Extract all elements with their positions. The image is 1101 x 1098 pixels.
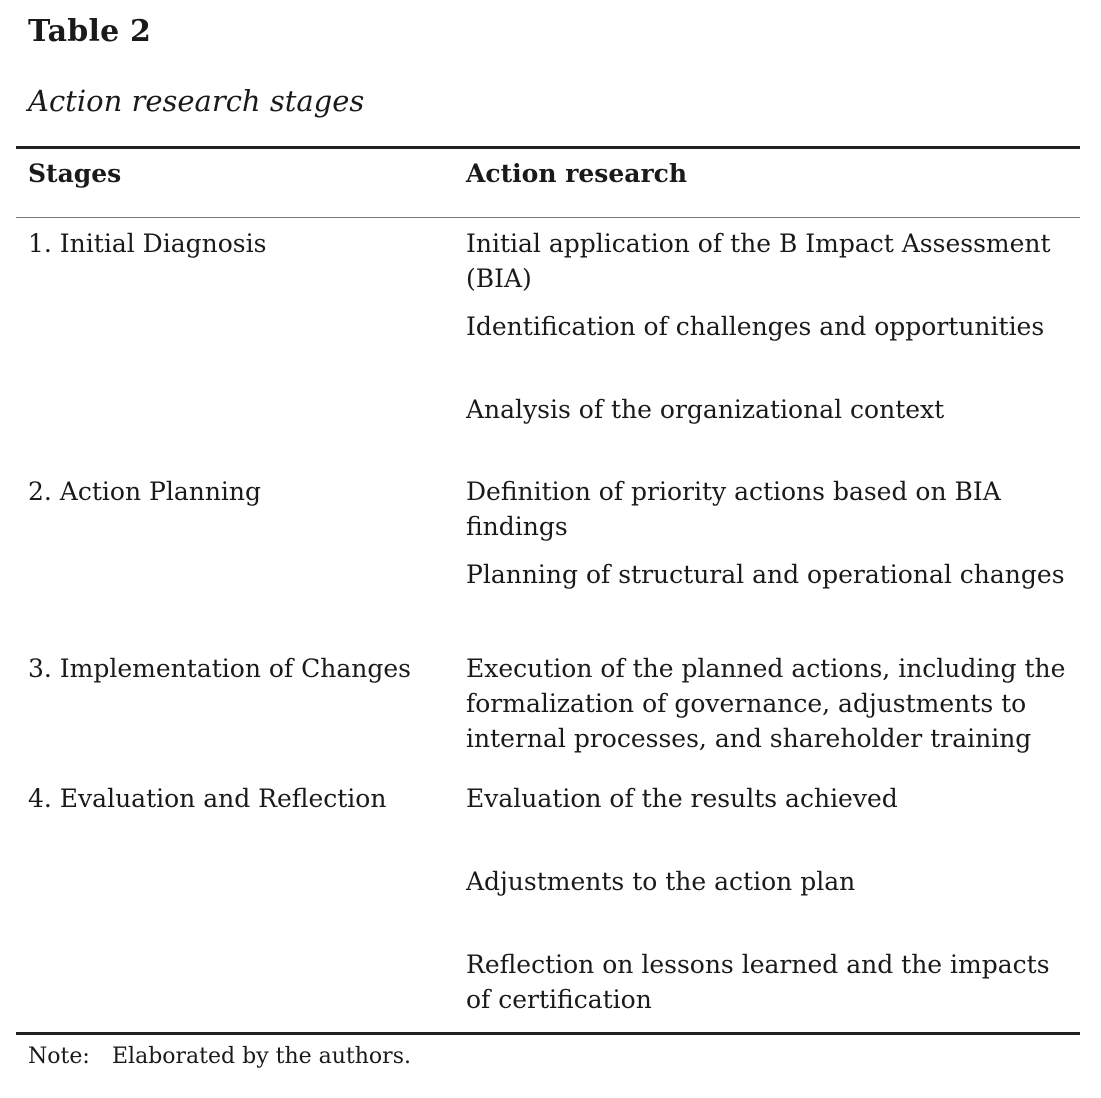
action-cell: Analysis of the organizational context [466,395,945,424]
bottom-rule [16,1032,1080,1035]
stage-cell-initial-diagnosis: 1. Initial Diagnosis [28,229,267,258]
stage-cell-evaluation: 4. Evaluation and Reflection [28,784,387,813]
action-cell: Reflection on lessons learned and the impacts of certification [466,950,1050,1014]
stage-cell-action-planning: 2. Action Planning [28,477,262,506]
header-rule [16,217,1080,218]
note-text: Elaborated by the authors. [112,1044,411,1069]
table-number: Table 2 [28,14,152,49]
action-cell: Evaluation of the results achieved [466,784,898,813]
action-cell: Execution of the planned actions, including the formalization of governance, adjustments to internal processes, and shareholder training [466,654,1066,753]
stage-cell-implementation: 3. Implementation of Changes [28,654,411,683]
column-header-stages: Stages [28,159,122,188]
table-caption: Action research stages [28,84,365,118]
action-cell: Initial application of the B Impact Assessment (BIA) [466,229,1051,293]
action-cell: Identification of challenges and opportunities [466,312,1045,341]
top-rule [16,146,1080,149]
action-cell: Adjustments to the action plan [466,867,856,896]
note-label: Note: [28,1044,90,1069]
table-note [28,1042,411,1072]
column-header-action-research: Action research [466,159,688,188]
action-cell: Planning of structural and operational changes [466,560,1065,589]
action-cell: Definition of priority actions based on BIA findings [466,477,1001,541]
